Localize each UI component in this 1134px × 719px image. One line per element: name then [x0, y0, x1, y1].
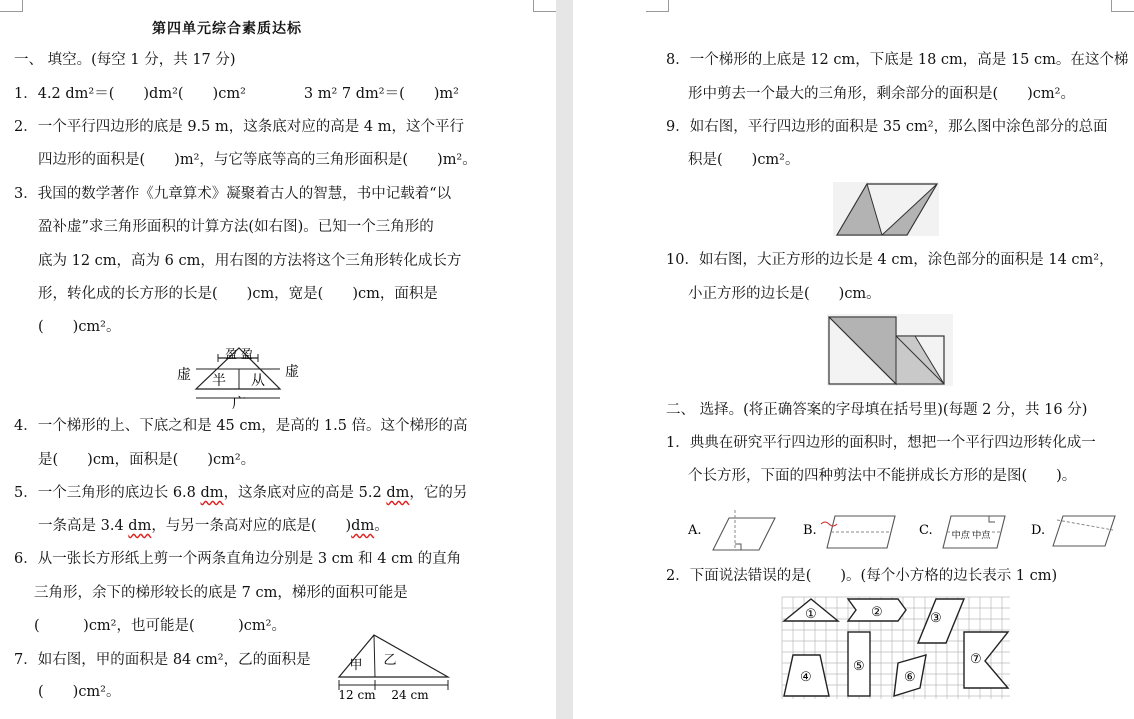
choice-1-line-2: 个长方形，下面的四种剪法中不能拼成长方形的是图( )。	[688, 468, 1077, 484]
label-jia: 甲	[349, 658, 363, 673]
svg-text:B.: B.	[803, 523, 817, 538]
fig-label-bottom: 广	[232, 396, 246, 410]
question-3-line-1: 3．我国的数学著作《九章算术》凝聚着古人的智慧，书中记载着“以	[14, 186, 452, 202]
shape-label-4: ④	[800, 670, 812, 685]
question-3-line-2: 盈补虚”求三角形面积的计算方法(如右图)。已知一个三角形的	[38, 219, 434, 235]
question-7-line-1: 7．如右图，甲的面积是 84 cm²，乙的面积是	[14, 652, 311, 668]
left-page	[0, 0, 556, 719]
fig-label-mid1: 半	[212, 373, 226, 389]
shape-label-2: ②	[871, 605, 883, 620]
fig-label-mid2: 从	[251, 373, 265, 389]
question-5-line-2: 一条高是 3.4 dm，与另一条高对应的底是( )dm。	[38, 518, 389, 534]
shape-label-5: ⑤	[853, 659, 865, 674]
fig-label-right: 虚	[285, 364, 299, 380]
shape-label-6: ⑥	[904, 670, 916, 685]
triangle-figure-q7	[334, 632, 454, 708]
parallelogram-figure-q9	[829, 178, 945, 240]
svg-text:A.: A.	[688, 523, 702, 538]
option-c	[919, 516, 1005, 548]
question-5-line-1: 5．一个三角形的底边长 6.8 dm，这条底对应的高是 5.2 dm，它的另	[14, 485, 468, 501]
page-corner-mark	[0, 0, 23, 12]
page-corner-mark	[533, 0, 556, 12]
question-7-line-2: ( )cm²。	[38, 684, 121, 700]
options-figures	[683, 500, 1123, 556]
question-3-line-5: ( )cm²。	[38, 319, 121, 335]
option-a	[687, 510, 775, 550]
triangle-figure-q3	[176, 344, 306, 410]
svg-text:D.: D.	[1031, 523, 1046, 538]
question-8-line-2: 形中剪去一个最大的三角形，剩余部分的面积是( )cm²。	[688, 86, 1075, 102]
question-1: 1．4.2 dm²＝( )dm²( )cm² 3 m² 7 dm²＝( )m²	[14, 86, 459, 102]
grid-figure	[780, 595, 1012, 701]
question-3-line-4: 形，转化成的长方形的长是( )cm，宽是( )cm，面积是	[38, 286, 438, 302]
question-2-line-1: 2．一个平行四边形的底是 9.5 m，这条底对应的高是 4 m，这个平行	[14, 119, 464, 135]
page-corner-mark	[646, 0, 669, 12]
length-label-1: 12 cm	[338, 688, 376, 702]
page-corner-mark	[1111, 0, 1134, 12]
question-4-line-2: 是( )cm，面积是( )cm²。	[38, 452, 256, 468]
choice-1-line-1: 1．典典在研究平行四边形的面积时，想把一个平行四边形转化成一	[666, 435, 1096, 451]
fig-label-left: 虚	[177, 367, 191, 383]
choice-2-line-1: 2．下面说法错误的是( )。(每个小方格的边长表示 1 cm)	[666, 568, 1058, 584]
shape-label-7: ⑦	[970, 652, 982, 667]
label-yi: 乙	[383, 653, 397, 668]
question-3-line-3: 底为 12 cm，高为 6 cm，用右图的方法将这个三角形转化成长方	[38, 253, 462, 269]
shape-label-1: ①	[805, 607, 817, 622]
question-6-line-3: ( )cm²，也可能是( )cm²。	[34, 618, 286, 634]
question-6-line-1: 6．从一张长方形纸上剪一个两条直角边分别是 3 cm 和 4 cm 的直角	[14, 551, 462, 567]
squares-figure-q10	[825, 312, 955, 388]
section-heading: 二、 选择。(将正确答案的字母填在括号里)(每题 2 分，共 16 分)	[666, 402, 1088, 418]
midpoint-label: 中点 中点	[951, 531, 991, 541]
question-2-line-2: 四边形的面积是( )m²，与它等底等高的三角形面积是( )m²。	[38, 152, 477, 168]
option-b	[803, 516, 895, 548]
right-page	[573, 0, 1134, 719]
page-title: 第四单元综合素质达标	[152, 21, 302, 37]
question-10-line-2: 小正方形的边长是( )cm。	[688, 286, 881, 302]
question-8-line-1: 8．一个梯形的上底是 12 cm，下底是 18 cm，高是 15 cm。在这个梯	[666, 52, 1129, 68]
section-heading: 一、 填空。(每空 1 分，共 17 分)	[14, 52, 236, 68]
question-9-line-2: 积是( )cm²。	[688, 152, 800, 168]
question-9-line-1: 9．如右图，平行四边形的面积是 35 cm²，那么图中涂色部分的总面	[666, 119, 1108, 135]
question-6-line-2: 三角形，余下的梯形较长的底是 7 cm，梯形的面积可能是	[34, 585, 408, 601]
length-label-2: 24 cm	[391, 688, 429, 702]
fig-label-top: 盈 盈	[225, 347, 253, 361]
question-4-line-1: 4．一个梯形的上、下底之和是 45 cm，是高的 1.5 倍。这个梯形的高	[14, 418, 468, 434]
svg-text:C.: C.	[919, 523, 933, 538]
question-10-line-1: 10．如右图，大正方形的边长是 4 cm，涂色部分的面积是 14 cm²，	[666, 252, 1114, 268]
option-d	[1031, 516, 1115, 546]
shape-label-3: ③	[930, 611, 942, 626]
